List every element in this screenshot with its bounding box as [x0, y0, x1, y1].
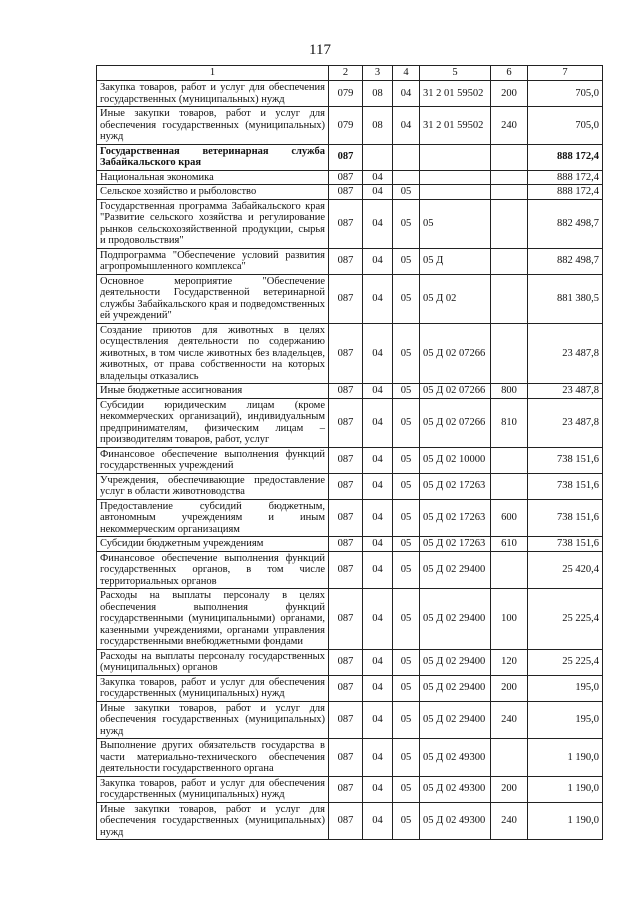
cell-subsection: 05	[393, 248, 420, 274]
header-col-4: 4	[393, 66, 420, 81]
cell-target-article: 05 Д 02 29400	[420, 551, 491, 589]
cell-expense-type	[491, 739, 528, 777]
cell-expense-type: 800	[491, 384, 528, 399]
cell-expense-type: 600	[491, 499, 528, 537]
cell-admin-code: 087	[329, 274, 363, 323]
cell-amount: 705,0	[528, 81, 603, 107]
cell-section	[363, 144, 393, 170]
cell-amount: 888 172,4	[528, 170, 603, 185]
cell-target-article: 05 Д 02 07266	[420, 384, 491, 399]
cell-expense-type	[491, 473, 528, 499]
cell-subsection: 05	[393, 802, 420, 840]
cell-name: Государственная программа Забайкальского края "Развитие сельского хозяйства и регулирование рынков сельскохозяйственной продукции, сырья и продовольствия"	[97, 199, 329, 248]
cell-expense-type: 810	[491, 398, 528, 447]
cell-admin-code: 087	[329, 499, 363, 537]
cell-subsection: 05	[393, 384, 420, 399]
cell-amount: 1 190,0	[528, 739, 603, 777]
cell-name: Иные закупки товаров, работ и услуг для обеспечения государственных (муниципальных) нужд	[97, 107, 329, 145]
cell-name: Подпрограмма "Обеспечение условий развития агропромышленного комплекса"	[97, 248, 329, 274]
cell-admin-code: 087	[329, 649, 363, 675]
table-header-row	[97, 66, 603, 81]
budget-table	[96, 65, 603, 840]
cell-target-article: 05 Д 02 07266	[420, 398, 491, 447]
cell-name: Закупка товаров, работ и услуг для обеспечения государственных (муниципальных) нужд	[97, 776, 329, 802]
table-body	[97, 81, 603, 840]
cell-target-article: 31 2 01 59502	[420, 107, 491, 145]
cell-target-article: 05 Д	[420, 248, 491, 274]
cell-section: 04	[363, 323, 393, 384]
cell-name: Субсидии юридическим лицам (кроме некоммерческих организаций), индивидуальным предпринимателям, физическим лицам – производителям товаров, работ, услуг	[97, 398, 329, 447]
cell-section: 04	[363, 248, 393, 274]
cell-expense-type: 240	[491, 701, 528, 739]
cell-expense-type: 200	[491, 675, 528, 701]
cell-amount: 195,0	[528, 701, 603, 739]
cell-target-article: 05 Д 02 29400	[420, 701, 491, 739]
cell-expense-type	[491, 323, 528, 384]
cell-section: 04	[363, 199, 393, 248]
cell-expense-type	[491, 185, 528, 200]
cell-section: 04	[363, 537, 393, 552]
cell-admin-code: 087	[329, 447, 363, 473]
cell-subsection	[393, 144, 420, 170]
cell-admin-code: 087	[329, 384, 363, 399]
cell-amount: 738 151,6	[528, 447, 603, 473]
cell-subsection	[393, 170, 420, 185]
cell-expense-type	[491, 144, 528, 170]
cell-amount: 882 498,7	[528, 199, 603, 248]
cell-admin-code: 087	[329, 144, 363, 170]
cell-subsection: 05	[393, 398, 420, 447]
cell-amount: 23 487,8	[528, 384, 603, 399]
table-row	[97, 675, 603, 701]
cell-admin-code: 087	[329, 398, 363, 447]
cell-subsection: 05	[393, 551, 420, 589]
header-col-5: 5	[420, 66, 491, 81]
cell-admin-code: 087	[329, 537, 363, 552]
cell-expense-type	[491, 447, 528, 473]
cell-section: 08	[363, 81, 393, 107]
cell-target-article: 05 Д 02 49300	[420, 739, 491, 777]
cell-admin-code: 087	[329, 739, 363, 777]
cell-subsection: 05	[393, 185, 420, 200]
header-col-7: 7	[528, 66, 603, 81]
cell-expense-type	[491, 274, 528, 323]
cell-admin-code: 087	[329, 185, 363, 200]
cell-target-article	[420, 185, 491, 200]
cell-subsection: 05	[393, 537, 420, 552]
table-row	[97, 499, 603, 537]
cell-amount: 195,0	[528, 675, 603, 701]
cell-section: 04	[363, 551, 393, 589]
table-row	[97, 199, 603, 248]
cell-target-article: 05 Д 02 10000	[420, 447, 491, 473]
cell-amount: 1 190,0	[528, 776, 603, 802]
cell-amount: 705,0	[528, 107, 603, 145]
cell-name: Государственная ветеринарная служба Забайкальского края	[97, 144, 329, 170]
cell-target-article	[420, 170, 491, 185]
cell-name: Основное мероприятие "Обеспечение деятельности Государственной ветеринарной службы Забайкальского края и подведомственных ей учреждений"	[97, 274, 329, 323]
cell-name: Национальная экономика	[97, 170, 329, 185]
cell-subsection: 05	[393, 499, 420, 537]
cell-expense-type: 610	[491, 537, 528, 552]
cell-subsection: 05	[393, 473, 420, 499]
cell-amount: 25 225,4	[528, 589, 603, 650]
cell-amount: 23 487,8	[528, 398, 603, 447]
cell-section: 04	[363, 170, 393, 185]
table-row	[97, 107, 603, 145]
cell-admin-code: 087	[329, 802, 363, 840]
cell-amount: 881 380,5	[528, 274, 603, 323]
cell-amount: 25 420,4	[528, 551, 603, 589]
cell-amount: 882 498,7	[528, 248, 603, 274]
cell-section: 04	[363, 384, 393, 399]
cell-expense-type: 200	[491, 81, 528, 107]
cell-amount: 888 172,4	[528, 144, 603, 170]
cell-target-article: 05 Д 02 49300	[420, 776, 491, 802]
cell-name: Субсидии бюджетным учреждениям	[97, 537, 329, 552]
cell-admin-code: 087	[329, 248, 363, 274]
cell-expense-type: 240	[491, 802, 528, 840]
table-row	[97, 398, 603, 447]
cell-section: 08	[363, 107, 393, 145]
cell-subsection: 05	[393, 701, 420, 739]
cell-section: 04	[363, 802, 393, 840]
table-row	[97, 447, 603, 473]
table-row	[97, 776, 603, 802]
cell-expense-type: 240	[491, 107, 528, 145]
cell-subsection: 04	[393, 81, 420, 107]
cell-subsection: 05	[393, 589, 420, 650]
cell-section: 04	[363, 701, 393, 739]
cell-subsection: 05	[393, 776, 420, 802]
table-row	[97, 739, 603, 777]
cell-name: Закупка товаров, работ и услуг для обеспечения государственных (муниципальных) нужд	[97, 675, 329, 701]
cell-name: Финансовое обеспечение выполнения функций государственных органов, в том числе территориальных органов	[97, 551, 329, 589]
cell-admin-code: 079	[329, 107, 363, 145]
table-row	[97, 323, 603, 384]
cell-target-article	[420, 144, 491, 170]
cell-admin-code: 079	[329, 81, 363, 107]
cell-admin-code: 087	[329, 776, 363, 802]
cell-section: 04	[363, 447, 393, 473]
header-col-3: 3	[363, 66, 393, 81]
cell-section: 04	[363, 185, 393, 200]
table-row	[97, 701, 603, 739]
table-row	[97, 384, 603, 399]
cell-admin-code: 087	[329, 473, 363, 499]
cell-section: 04	[363, 398, 393, 447]
cell-subsection: 05	[393, 649, 420, 675]
cell-section: 04	[363, 473, 393, 499]
cell-name: Иные закупки товаров, работ и услуг для обеспечения государственных (муниципальных) нужд	[97, 701, 329, 739]
cell-amount: 888 172,4	[528, 185, 603, 200]
table-row	[97, 473, 603, 499]
cell-name: Создание приютов для животных в целях осуществления деятельности по содержанию животных, в том числе животных без владельцев, животных, от права собственности на которых владельцы отказались	[97, 323, 329, 384]
cell-admin-code: 087	[329, 323, 363, 384]
cell-admin-code: 087	[329, 701, 363, 739]
cell-target-article: 05 Д 02 07266	[420, 323, 491, 384]
cell-target-article: 05 Д 02 29400	[420, 649, 491, 675]
table-row	[97, 802, 603, 840]
page-number: 117	[309, 42, 331, 58]
table-row	[97, 551, 603, 589]
cell-target-article: 05 Д 02 17263	[420, 537, 491, 552]
header-col-1: 1	[97, 66, 329, 81]
cell-expense-type	[491, 170, 528, 185]
cell-name: Иные бюджетные ассигнования	[97, 384, 329, 399]
cell-target-article: 05 Д 02 29400	[420, 675, 491, 701]
cell-amount: 738 151,6	[528, 473, 603, 499]
cell-target-article: 05 Д 02 29400	[420, 589, 491, 650]
cell-name: Учреждения, обеспечивающие предоставление услуг в области животноводства	[97, 473, 329, 499]
cell-amount: 738 151,6	[528, 499, 603, 537]
cell-subsection: 05	[393, 323, 420, 384]
cell-name: Расходы на выплаты персоналу государственных (муниципальных) органов	[97, 649, 329, 675]
cell-name: Закупка товаров, работ и услуг для обеспечения государственных (муниципальных) нужд	[97, 81, 329, 107]
cell-amount: 25 225,4	[528, 649, 603, 675]
table-row	[97, 185, 603, 200]
cell-section: 04	[363, 675, 393, 701]
cell-admin-code: 087	[329, 551, 363, 589]
cell-expense-type: 200	[491, 776, 528, 802]
cell-target-article: 05 Д 02 17263	[420, 473, 491, 499]
cell-subsection: 05	[393, 675, 420, 701]
cell-admin-code: 087	[329, 199, 363, 248]
cell-name: Иные закупки товаров, работ и услуг для обеспечения государственных (муниципальных) нужд	[97, 802, 329, 840]
cell-subsection: 05	[393, 274, 420, 323]
cell-name: Выполнение других обязательств государства в части материально-технического обеспечения деятельности государственного органа	[97, 739, 329, 777]
cell-expense-type: 120	[491, 649, 528, 675]
table-row	[97, 589, 603, 650]
cell-amount: 23 487,8	[528, 323, 603, 384]
cell-amount: 1 190,0	[528, 802, 603, 840]
table-row	[97, 649, 603, 675]
table-row	[97, 274, 603, 323]
cell-target-article: 31 2 01 59502	[420, 81, 491, 107]
cell-target-article: 05	[420, 199, 491, 248]
cell-section: 04	[363, 776, 393, 802]
cell-section: 04	[363, 274, 393, 323]
cell-amount: 738 151,6	[528, 537, 603, 552]
cell-name: Сельское хозяйство и рыболовство	[97, 185, 329, 200]
table-row	[97, 537, 603, 552]
cell-subsection: 05	[393, 199, 420, 248]
cell-target-article: 05 Д 02 49300	[420, 802, 491, 840]
cell-name: Финансовое обеспечение выполнения функций государственных учреждений	[97, 447, 329, 473]
cell-section: 04	[363, 589, 393, 650]
cell-section: 04	[363, 739, 393, 777]
cell-expense-type	[491, 248, 528, 274]
table-row	[97, 144, 603, 170]
cell-subsection: 05	[393, 447, 420, 473]
cell-section: 04	[363, 499, 393, 537]
cell-expense-type	[491, 199, 528, 248]
header-col-2: 2	[329, 66, 363, 81]
cell-expense-type	[491, 551, 528, 589]
table-row	[97, 170, 603, 185]
cell-expense-type: 100	[491, 589, 528, 650]
header-col-6: 6	[491, 66, 528, 81]
cell-subsection: 04	[393, 107, 420, 145]
cell-name: Предоставление субсидий бюджетным, автономным учреждениям и иным некоммерческим организациям	[97, 499, 329, 537]
table-row	[97, 81, 603, 107]
cell-admin-code: 087	[329, 675, 363, 701]
table-row	[97, 248, 603, 274]
cell-admin-code: 087	[329, 170, 363, 185]
cell-target-article: 05 Д 02	[420, 274, 491, 323]
cell-section: 04	[363, 649, 393, 675]
cell-admin-code: 087	[329, 589, 363, 650]
cell-name: Расходы на выплаты персоналу в целях обеспечения выполнения функций государственными (муниципальными) органами, казенными учреждениями, органами управления государственными внебюджетными фондами	[97, 589, 329, 650]
cell-subsection: 05	[393, 739, 420, 777]
cell-target-article: 05 Д 02 17263	[420, 499, 491, 537]
